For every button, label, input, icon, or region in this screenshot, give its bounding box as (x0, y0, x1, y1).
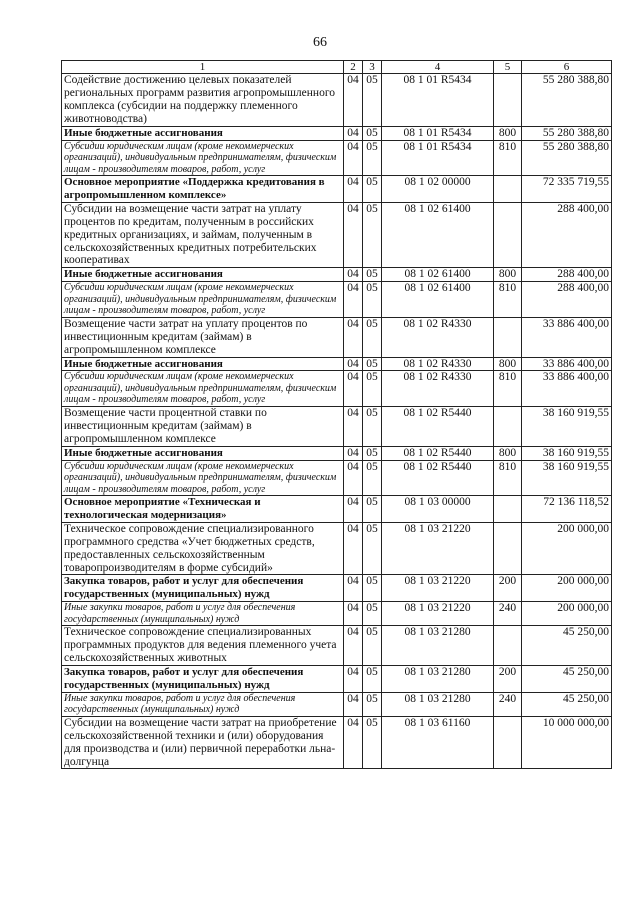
row-expense-type-cell (494, 74, 522, 127)
row-expense-type-cell (494, 202, 522, 268)
row-target-article-cell: 08 1 02 R4330 (382, 371, 494, 407)
table-row (62, 202, 612, 268)
table-row (62, 317, 612, 357)
table-row (62, 140, 612, 176)
row-target-article-cell: 08 1 01 R5434 (382, 140, 494, 176)
row-name-cell: Иные бюджетные ассигнования (62, 357, 344, 371)
row-subsection-cell: 05 (363, 522, 382, 575)
row-name-cell: Закупка товаров, работ и услуг для обеспечения государственных (муниципальных) нужд (62, 666, 344, 693)
row-name-cell: Субсидии юридическим лицам (кроме некоммерческих организаций), индивидуальным предпринимателям, физическим лицам - производителям товаров, работ, услуг (62, 140, 344, 176)
row-target-article-cell: 08 1 02 R5440 (382, 460, 494, 496)
row-name-cell: Иные закупки товаров, работ и услуг для обеспечения государственных (муниципальных) нужд (62, 602, 344, 626)
row-name-cell: Иные бюджетные ассигнования (62, 446, 344, 460)
row-amount-cell: 38 160 919,55 (522, 446, 612, 460)
row-expense-type-cell: 240 (494, 602, 522, 626)
row-expense-type-cell (494, 522, 522, 575)
row-amount-cell: 72 335 719,55 (522, 176, 612, 203)
row-name-cell: Субсидии юридическим лицам (кроме некоммерческих организаций), индивидуальным предпринимателям, физическим лицам - производителям товаров, работ, услуг (62, 371, 344, 407)
row-expense-type-cell: 810 (494, 140, 522, 176)
row-section-cell: 04 (344, 140, 363, 176)
row-target-article-cell: 08 1 01 R5434 (382, 126, 494, 140)
row-expense-type-cell (494, 496, 522, 523)
row-name-cell: Техническое сопровождение специализированных программных продуктов для ведения племенного учета сельскохозяйственных животных (62, 626, 344, 666)
row-amount-cell: 45 250,00 (522, 692, 612, 716)
row-amount-cell: 33 886 400,00 (522, 317, 612, 357)
table-row (62, 126, 612, 140)
row-subsection-cell: 05 (363, 460, 382, 496)
row-amount-cell: 200 000,00 (522, 522, 612, 575)
row-subsection-cell: 05 (363, 176, 382, 203)
table-row (62, 282, 612, 318)
row-section-cell: 04 (344, 317, 363, 357)
table-row (62, 371, 612, 407)
row-expense-type-cell (494, 317, 522, 357)
row-section-cell: 04 (344, 522, 363, 575)
row-target-article-cell: 08 1 02 R4330 (382, 317, 494, 357)
row-subsection-cell: 05 (363, 371, 382, 407)
row-expense-type-cell: 240 (494, 692, 522, 716)
row-subsection-cell: 05 (363, 74, 382, 127)
table-row (62, 626, 612, 666)
row-expense-type-cell (494, 176, 522, 203)
table-row (62, 446, 612, 460)
row-name-cell: Субсидии на возмещение части затрат на уплату процентов по кредитам, полученным в российских кредитных организациях, и займам, полученным в сельскохозяйственных кредитных потребительских кооперативах (62, 202, 344, 268)
header-cell-1: 1 (62, 61, 344, 74)
row-expense-type-cell: 810 (494, 460, 522, 496)
row-name-cell: Иные бюджетные ассигнования (62, 126, 344, 140)
row-amount-cell: 45 250,00 (522, 666, 612, 693)
table-row (62, 460, 612, 496)
table-row (62, 666, 612, 693)
row-section-cell: 04 (344, 460, 363, 496)
table-body (62, 61, 612, 769)
row-subsection-cell: 05 (363, 716, 382, 769)
row-section-cell: 04 (344, 602, 363, 626)
row-section-cell: 04 (344, 176, 363, 203)
row-name-cell: Иные бюджетные ассигнования (62, 268, 344, 282)
table-row (62, 74, 612, 127)
row-target-article-cell: 08 1 02 R5440 (382, 446, 494, 460)
row-name-cell: Субсидии юридическим лицам (кроме некоммерческих организаций), индивидуальным предпринимателям, физическим лицам - производителям товаров, работ, услуг (62, 282, 344, 318)
row-section-cell: 04 (344, 446, 363, 460)
page-number: 66 (313, 35, 327, 50)
table-row (62, 268, 612, 282)
row-subsection-cell: 05 (363, 317, 382, 357)
row-section-cell: 04 (344, 126, 363, 140)
row-subsection-cell: 05 (363, 268, 382, 282)
row-subsection-cell: 05 (363, 496, 382, 523)
table-row (62, 406, 612, 446)
table-row (62, 575, 612, 602)
row-amount-cell: 38 160 919,55 (522, 460, 612, 496)
header-cell-6: 6 (522, 61, 612, 74)
row-expense-type-cell: 810 (494, 282, 522, 318)
row-subsection-cell: 05 (363, 666, 382, 693)
header-cell-4: 4 (382, 61, 494, 74)
row-section-cell: 04 (344, 666, 363, 693)
table-row (62, 496, 612, 523)
row-amount-cell: 288 400,00 (522, 282, 612, 318)
row-name-cell: Содействие достижению целевых показателей региональных программ развития агропромышленного комплекса (субсидии на поддержку племенного животноводства) (62, 74, 344, 127)
table-row (62, 716, 612, 769)
row-section-cell: 04 (344, 371, 363, 407)
row-amount-cell: 288 400,00 (522, 202, 612, 268)
header-cell-2: 2 (344, 61, 363, 74)
header-cell-3: 3 (363, 61, 382, 74)
row-expense-type-cell: 800 (494, 268, 522, 282)
row-expense-type-cell (494, 626, 522, 666)
row-target-article-cell: 08 1 03 21280 (382, 626, 494, 666)
row-subsection-cell: 05 (363, 406, 382, 446)
row-target-article-cell: 08 1 03 21220 (382, 575, 494, 602)
row-expense-type-cell (494, 716, 522, 769)
row-target-article-cell: 08 1 02 R5440 (382, 406, 494, 446)
row-name-cell: Возмещение части затрат на уплату процентов по инвестиционным кредитам (займам) в агропромышленном комплексе (62, 317, 344, 357)
row-section-cell: 04 (344, 357, 363, 371)
table-row (62, 357, 612, 371)
row-expense-type-cell: 800 (494, 126, 522, 140)
row-section-cell: 04 (344, 692, 363, 716)
row-target-article-cell: 08 1 02 61400 (382, 202, 494, 268)
row-subsection-cell: 05 (363, 602, 382, 626)
row-subsection-cell: 05 (363, 126, 382, 140)
row-name-cell: Иные закупки товаров, работ и услуг для обеспечения государственных (муниципальных) нужд (62, 692, 344, 716)
row-subsection-cell: 05 (363, 626, 382, 666)
row-expense-type-cell (494, 406, 522, 446)
row-expense-type-cell: 200 (494, 575, 522, 602)
row-name-cell: Возмещение части процентной ставки по инвестиционным кредитам (займам) в агропромышленном комплексе (62, 406, 344, 446)
row-name-cell: Субсидии юридическим лицам (кроме некоммерческих организаций), индивидуальным предпринимателям, физическим лицам - производителям товаров, работ, услуг (62, 460, 344, 496)
header-cell-5: 5 (494, 61, 522, 74)
row-section-cell: 04 (344, 268, 363, 282)
row-section-cell: 04 (344, 626, 363, 666)
row-subsection-cell: 05 (363, 202, 382, 268)
row-section-cell: 04 (344, 202, 363, 268)
row-amount-cell: 55 280 388,80 (522, 74, 612, 127)
row-target-article-cell: 08 1 03 21280 (382, 666, 494, 693)
row-target-article-cell: 08 1 02 61400 (382, 268, 494, 282)
row-expense-type-cell: 800 (494, 357, 522, 371)
row-expense-type-cell: 800 (494, 446, 522, 460)
row-name-cell: Закупка товаров, работ и услуг для обеспечения государственных (муниципальных) нужд (62, 575, 344, 602)
row-name-cell: Субсидии на возмещение части затрат на приобретение сельскохозяйственной техники и (или) оборудования для производства и (или) первичной переработки льна-долгунца (62, 716, 344, 769)
row-section-cell: 04 (344, 716, 363, 769)
row-amount-cell: 72 136 118,52 (522, 496, 612, 523)
row-subsection-cell: 05 (363, 282, 382, 318)
row-target-article-cell: 08 1 02 61400 (382, 282, 494, 318)
row-amount-cell: 200 000,00 (522, 602, 612, 626)
table-row (62, 522, 612, 575)
row-target-article-cell: 08 1 03 61160 (382, 716, 494, 769)
row-amount-cell: 200 000,00 (522, 575, 612, 602)
row-amount-cell: 38 160 919,55 (522, 406, 612, 446)
row-amount-cell: 55 280 388,80 (522, 126, 612, 140)
row-amount-cell: 33 886 400,00 (522, 357, 612, 371)
row-target-article-cell: 08 1 03 00000 (382, 496, 494, 523)
row-subsection-cell: 05 (363, 446, 382, 460)
row-section-cell: 04 (344, 74, 363, 127)
row-amount-cell: 55 280 388,80 (522, 140, 612, 176)
row-target-article-cell: 08 1 02 R4330 (382, 357, 494, 371)
row-target-article-cell: 08 1 03 21220 (382, 522, 494, 575)
row-target-article-cell: 08 1 03 21220 (382, 602, 494, 626)
row-section-cell: 04 (344, 406, 363, 446)
row-target-article-cell: 08 1 01 R5434 (382, 74, 494, 127)
row-section-cell: 04 (344, 282, 363, 318)
row-name-cell: Техническое сопровождение специализированного программного средства «Учет бюджетных средств, предоставленных сельскохозяйственным товаропроизводителям в форме субсидий» (62, 522, 344, 575)
row-name-cell: Основное мероприятие «Техническая и технологическая модернизация» (62, 496, 344, 523)
row-name-cell: Основное мероприятие «Поддержка кредитования в агропромышленном комплексе» (62, 176, 344, 203)
row-amount-cell: 288 400,00 (522, 268, 612, 282)
table-row (62, 692, 612, 716)
row-amount-cell: 10 000 000,00 (522, 716, 612, 769)
table-row (62, 602, 612, 626)
row-amount-cell: 33 886 400,00 (522, 371, 612, 407)
row-amount-cell: 45 250,00 (522, 626, 612, 666)
row-subsection-cell: 05 (363, 357, 382, 371)
table-header-row (62, 61, 612, 74)
table-row (62, 176, 612, 203)
budget-table (61, 60, 612, 769)
row-subsection-cell: 05 (363, 692, 382, 716)
row-target-article-cell: 08 1 02 00000 (382, 176, 494, 203)
row-section-cell: 04 (344, 496, 363, 523)
row-target-article-cell: 08 1 03 21280 (382, 692, 494, 716)
row-subsection-cell: 05 (363, 140, 382, 176)
row-expense-type-cell: 810 (494, 371, 522, 407)
row-expense-type-cell: 200 (494, 666, 522, 693)
row-section-cell: 04 (344, 575, 363, 602)
row-subsection-cell: 05 (363, 575, 382, 602)
